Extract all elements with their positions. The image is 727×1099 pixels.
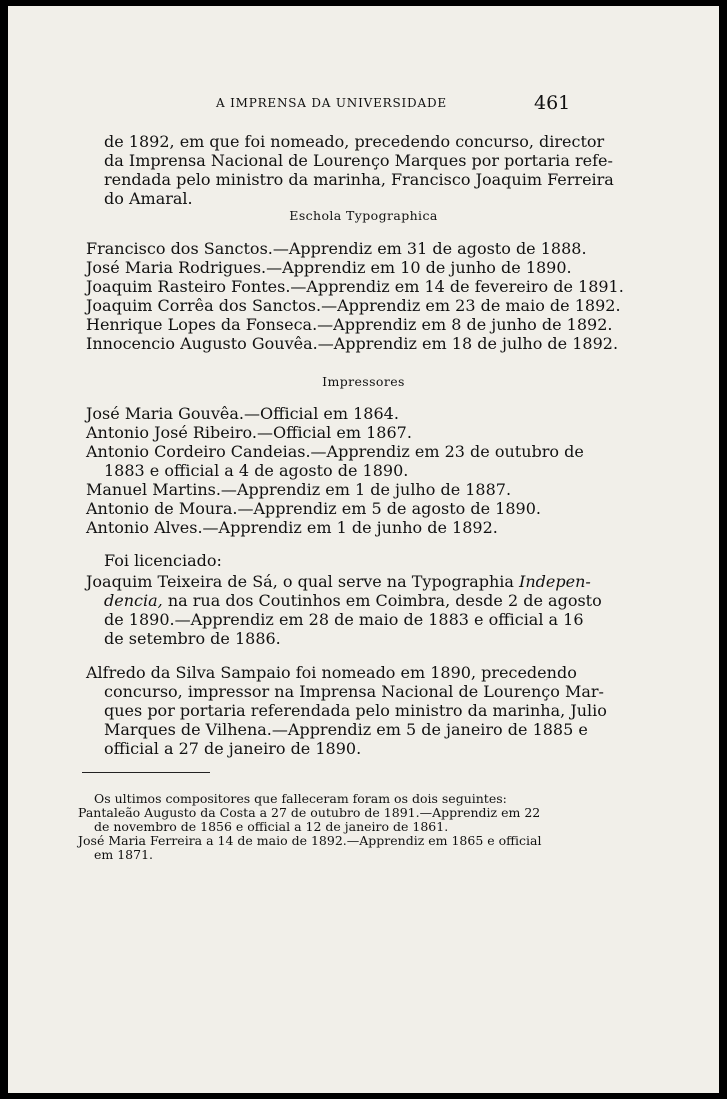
text-line: official a 27 de janeiro de 1890. <box>104 739 362 758</box>
italic-title: Indepen- <box>519 572 591 591</box>
list-item: Antonio de Moura.—Apprendiz em 5 de agosto de 1890. <box>86 499 541 518</box>
text-line: de 1890.—Apprendiz em 28 de maio de 1883 e official a 16 <box>104 610 584 629</box>
text-line: de setembro de 1886. <box>104 629 281 648</box>
section-heading-impressores: Impressores <box>322 374 405 389</box>
page-number: 461 <box>534 92 571 114</box>
text-line: Foi licenciado: <box>104 551 222 570</box>
text-line: da Imprensa Nacional de Lourenço Marques por portaria refe- <box>104 151 613 170</box>
text-line: Alfredo da Silva Sampaio foi nomeado em 1890, precedendo <box>86 663 577 682</box>
book-page <box>8 6 719 1093</box>
text-line <box>86 572 591 591</box>
list-item: Antonio Cordeiro Candeias.—Apprendiz em 23 de outubro de <box>86 442 584 461</box>
list-item: Joaquim Rasteiro Fontes.—Apprendiz em 14 de fevereiro de 1891. <box>86 277 624 296</box>
list-item: José Maria Rodrigues.—Apprendiz em 10 de junho de 1890. <box>86 258 572 277</box>
text-line: de 1892, em que foi nomeado, precedendo concurso, director <box>104 132 605 151</box>
footnote-line: de novembro de 1856 e official a 12 de janeiro de 1861. <box>94 819 449 834</box>
text-span: Joaquim Teixeira de Sá, o qual serve na Typographia <box>86 572 514 591</box>
list-item: Antonio Alves.—Apprendiz em 1 de junho de 1892. <box>86 518 498 537</box>
section-heading-escola: Eschola Typographica <box>289 208 438 223</box>
list-item: Innocencio Augusto Gouvêa.—Apprendiz em 18 de julho de 1892. <box>86 334 619 353</box>
text-span: na rua dos Coutinhos em Coimbra, desde 2 de agosto <box>167 591 602 610</box>
list-item: Manuel Martins.—Apprendiz em 1 de julho de 1887. <box>86 480 512 499</box>
text-line: concurso, impressor na Imprensa Nacional de Lourenço Mar- <box>104 682 604 701</box>
text-line: Marques de Vilhena.—Apprendiz em 5 de janeiro de 1885 e <box>104 720 588 739</box>
text-line: rendada pelo ministro da marinha, Francisco Joaquim Ferreira <box>104 170 614 189</box>
footnote-line: Os ultimos compositores que falleceram foram os dois seguintes: <box>94 791 507 806</box>
footnote-line: Pantaleão Augusto da Costa a 27 de outubro de 1891.—Apprendiz em 22 <box>78 805 541 820</box>
footnote-line: José Maria Ferreira a 14 de maio de 1892.—Apprendiz em 1865 e official <box>78 833 542 848</box>
text-line: do Amaral. <box>104 189 193 208</box>
text-line: ques por portaria referendada pelo ministro da marinha, Julio <box>104 701 607 720</box>
italic-title: dencia, <box>104 591 163 610</box>
footnote-line: em 1871. <box>94 847 154 862</box>
list-item: Francisco dos Sanctos.—Apprendiz em 31 de agosto de 1888. <box>86 239 587 258</box>
footnote-divider <box>82 772 210 773</box>
list-item: José Maria Gouvêa.—Official em 1864. <box>86 404 399 423</box>
running-title: A IMPRENSA DA UNIVERSIDADE <box>216 96 447 110</box>
list-item: Henrique Lopes da Fonseca.—Apprendiz em 8 de junho de 1892. <box>86 315 613 334</box>
list-item: Joaquim Corrêa dos Sanctos.—Apprendiz em 23 de maio de 1892. <box>86 296 621 315</box>
text-line <box>104 591 602 610</box>
list-item: Antonio José Ribeiro.—Official em 1867. <box>86 423 412 442</box>
list-item-continuation: 1883 e official a 4 de agosto de 1890. <box>104 461 409 480</box>
page-header <box>8 92 719 116</box>
